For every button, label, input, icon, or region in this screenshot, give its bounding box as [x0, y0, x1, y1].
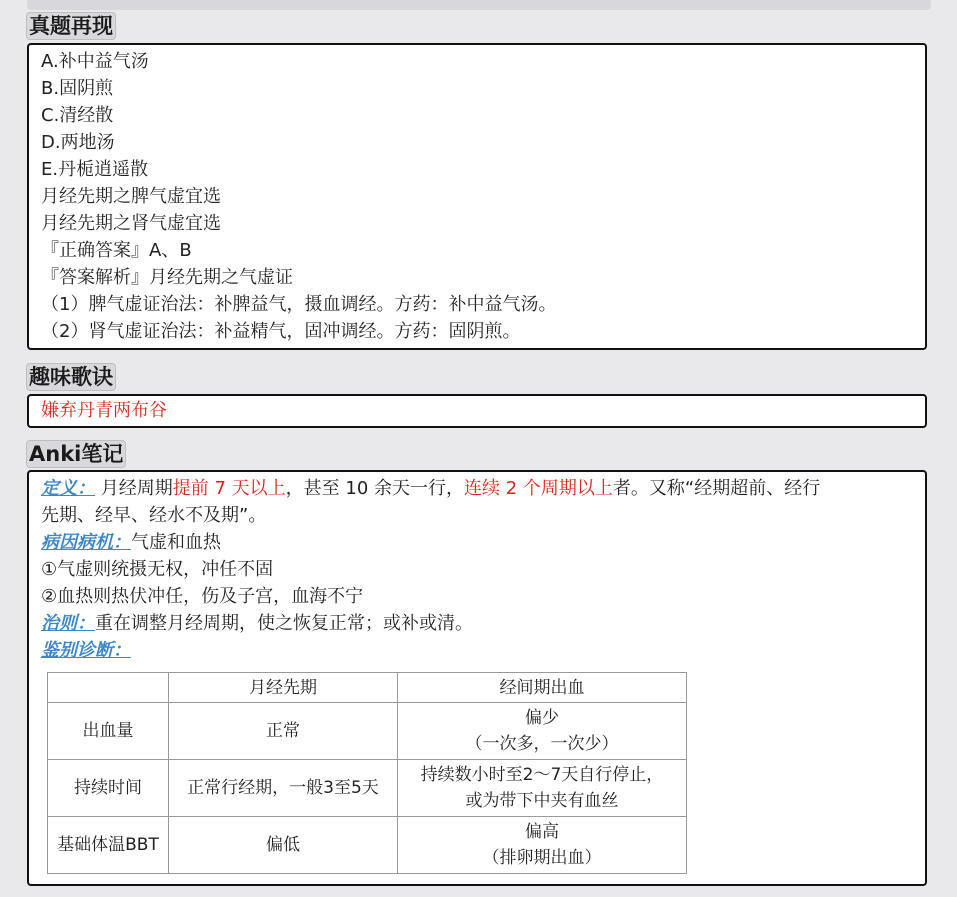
- diff-label-line: [41, 637, 917, 664]
- question-1: 月经先期之脾气虚宜选: [41, 186, 221, 207]
- row-cell-a: 正常: [169, 703, 398, 760]
- row-cell-a: 偏低: [169, 817, 398, 874]
- cell-line: （一次多，一次少）: [465, 734, 619, 754]
- definition-highlight-2: 连续 2 个周期以上: [464, 478, 613, 499]
- row-cell-a: 正常行经期，一般3至5天: [169, 760, 398, 817]
- option-e: E.丹栀逍遥散: [41, 159, 149, 180]
- top-strip: [27, 0, 931, 10]
- principle-line: [41, 610, 917, 637]
- principle-label: 治则：: [41, 613, 95, 634]
- table-header-cell: 月经先期: [169, 673, 398, 703]
- mnemonic-text: 嫌弃丹青两布谷: [41, 400, 167, 421]
- section-title-real-question: 真题再现: [26, 12, 116, 40]
- option-d: D.两地汤: [41, 132, 115, 153]
- section-title-mnemonic: 趣味歌诀: [26, 363, 116, 391]
- principle-text: 重在调整月经周期，使之恢复正常；或补或清。: [95, 613, 473, 634]
- cell-line: 偏高: [525, 822, 559, 842]
- table-header-row: [48, 673, 687, 703]
- question-2: 月经先期之肾气虚宜选: [41, 213, 221, 234]
- row-cell-b: [398, 703, 687, 760]
- row-cell-b: [398, 817, 687, 874]
- option-c: C.清经散: [41, 105, 114, 126]
- etiology-label: 病因病机：: [41, 532, 131, 553]
- row-name: 持续时间: [48, 760, 169, 817]
- definition-line-1: [41, 475, 917, 502]
- diff-label: 鉴别诊断：: [41, 640, 131, 661]
- cell-line: （排卵期出血）: [482, 848, 602, 868]
- etiology-text: 气虚和血热: [131, 532, 221, 553]
- mnemonic-panel: [27, 394, 927, 428]
- row-name: 出血量: [48, 703, 169, 760]
- real-question-panel: [27, 43, 927, 350]
- anki-note-panel: [27, 470, 927, 886]
- definition-label: 定义：: [41, 478, 95, 499]
- table-header-cell: 经间期出血: [398, 673, 687, 703]
- definition-text-1: 月经周期: [100, 478, 173, 499]
- row-name: 基础体温BBT: [48, 817, 169, 874]
- table-row: [48, 703, 687, 760]
- etiology-line: [41, 529, 917, 556]
- cell-line: 或为带下中夹有血丝: [465, 791, 619, 811]
- section-title-anki: Anki笔记: [26, 440, 126, 468]
- table-row: [48, 760, 687, 817]
- answer-analysis: 『答案解析』月经先期之气虚证: [41, 267, 293, 288]
- analysis-kidney: （2）肾气虚证治法：补益精气，固冲调经。方药：固阴煎。: [41, 321, 521, 342]
- analysis-spleen: （1）脾气虚证治法：补脾益气，摄血调经。方药：补中益气汤。: [41, 294, 557, 315]
- etiology-item-1: ①气虚则统摄无权，冲任不固: [41, 559, 274, 580]
- definition-highlight-1: 提前 7 天以上: [172, 478, 286, 499]
- definition-text-3: 者。又称“经期超前、经行: [612, 478, 821, 499]
- etiology-item-2: ②血热则热伏冲任，伤及子宫，血海不宁: [41, 586, 364, 607]
- cell-line: 偏少: [525, 708, 559, 728]
- definition-text-2: ，甚至 10 余天一行，: [285, 478, 464, 499]
- differential-table: [47, 672, 687, 874]
- definition-line-2: 先期、经早、经水不及期”。: [41, 505, 267, 526]
- option-a: A.补中益气汤: [41, 51, 149, 72]
- cell-line: 持续数小时至2～7天自行停止，: [420, 765, 664, 785]
- row-cell-b: [398, 760, 687, 817]
- option-b: B.固阴煎: [41, 78, 114, 99]
- correct-answer: 『正确答案』A、B: [41, 240, 192, 261]
- table-row: [48, 817, 687, 874]
- table-header-cell: [48, 673, 169, 703]
